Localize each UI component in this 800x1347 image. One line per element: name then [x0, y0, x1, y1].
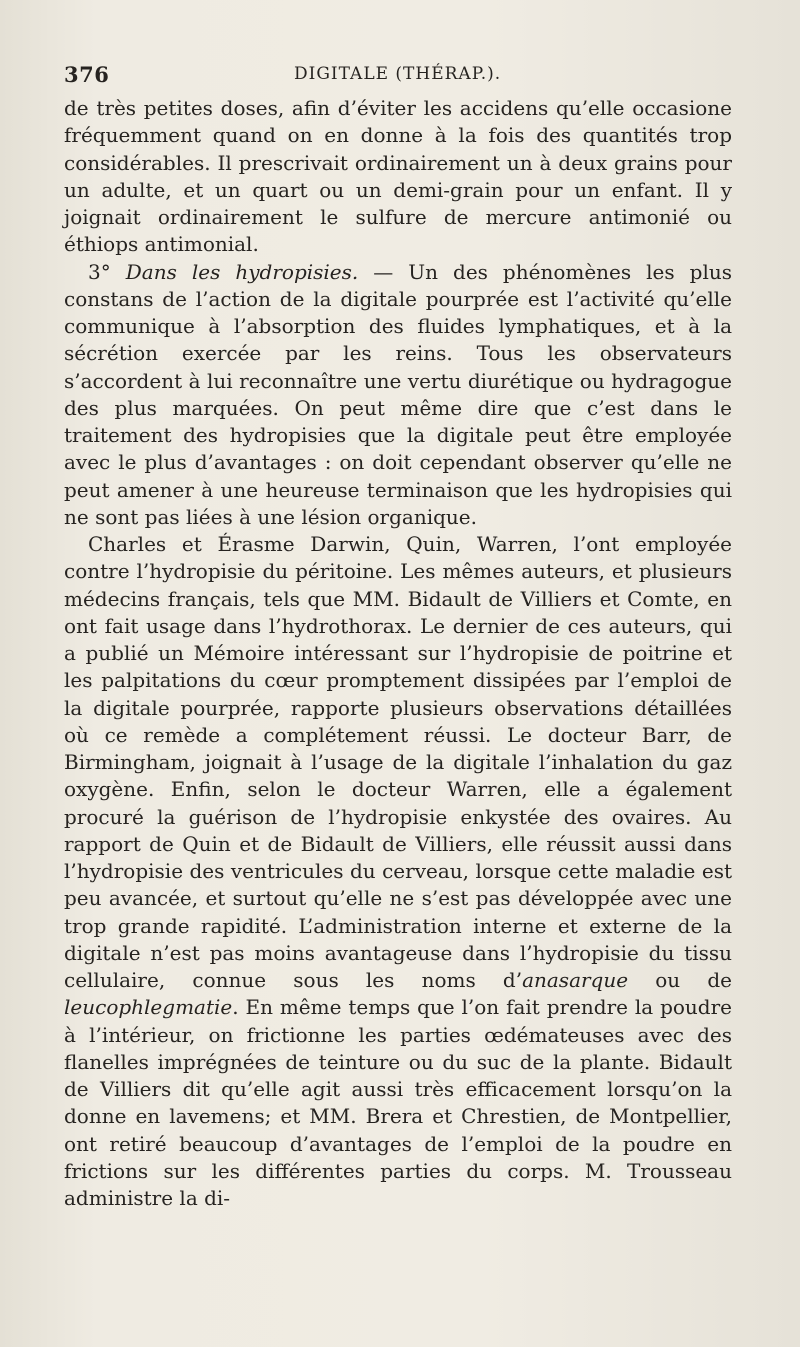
page-number: 376: [64, 62, 110, 87]
section-heading: Dans les hydropisies.: [125, 259, 359, 284]
paragraph-continuation: [64, 95, 732, 259]
section-number: 3°: [88, 259, 111, 284]
italic-term: anasarque: [522, 968, 629, 992]
paragraph-text: — Un des phénomènes les plus constans de l’action de la digitale pourprée est l’activité qu’elle communique à l’absorption des fluides lymphatiques, et à la sécrétion exercée par les reins. Tous les observateurs s’accordent à lui reconnaître une vertu diurétique ou hydragogue des plus marquées. On peut même dire que c’est dans le traitement des hydropisies que la digitale peut être employée avec le plus d’avantages : on doit cependant observer qu’elle ne peut amener à une heureuse terminaison que les hydropisies qui ne sont pas liées à une lésion organique.: [64, 259, 732, 529]
running-head: DIGITALE (THÉRAP.).: [294, 64, 502, 84]
page-body: [64, 95, 732, 1212]
page-header: [64, 62, 732, 96]
paragraph-hydropisies: [64, 259, 732, 532]
paragraph-text: de très petites doses, afin d’éviter les accidens qu’elle occasione fréquemment quand on en donne à la fois des quantités trop considérables. Il prescrivait ordinairement un à deux grains pour un adulte, et un quart ou un demi-grain pour un enfant. Il y joignait ordinairement le sulfure de mercure antimonié ou éthiops antimonial.: [64, 96, 732, 257]
paragraph-text: . En même temps que l’on fait prendre la poudre à l’intérieur, on frictionne les parties œdémateuses avec des flanelles imprégnées de teinture ou du suc de la plante. Bidault de Villiers dit qu’elle agit aussi très efficacement lorsqu’on la donne en lavemens; et MM. Brera et Chrestien, de Montpellier, ont retiré beaucoup d’avantages de l’emploi de la poudre en frictions sur les différentes parties du corps. M. Trousseau administre la di-: [64, 995, 732, 1210]
paragraph-text: ou de: [628, 968, 733, 992]
paragraph-authors: [64, 531, 732, 1212]
italic-term: leucophlegmatie: [64, 995, 233, 1020]
paragraph-text: Charles et Érasme Darwin, Quin, Warren, l’ont employée contre l’hydropisie du péritoine. Les mêmes auteurs, et plusieurs médecins français, tels que MM. Bidault de Villiers et Comte, en ont fait usage dans l’hydrothorax. Le dernier de ces auteurs, qui a publié un Mémoire intéressant sur l’hydropisie de poitrine et les palpitations du cœur promptement dissipées par l’emploi de la digitale pourprée, rapporte plusieurs observations détaillées où ce remède a complétement réussi. Le docteur Barr, de Birmingham, joignait à l’usage de la digitale l’inhalation du gaz oxygène. Enfin, selon le docteur Warren, elle a également procuré la guérison de l’hydropisie enkystée des ovaires. Au rapport de Quin et de Bidault de Villiers, elle réussit aussi dans l’hydropisie des ventricules du cerveau, lorsque cette maladie est peu avancée, et surtout qu’elle ne s’est pas développée avec une trop grande rapidité. L’administration interne et externe de la digitale n’est pas moins avantageuse dans l’hydropisie du tissu cellulaire, connue sous les noms d’: [64, 532, 732, 992]
